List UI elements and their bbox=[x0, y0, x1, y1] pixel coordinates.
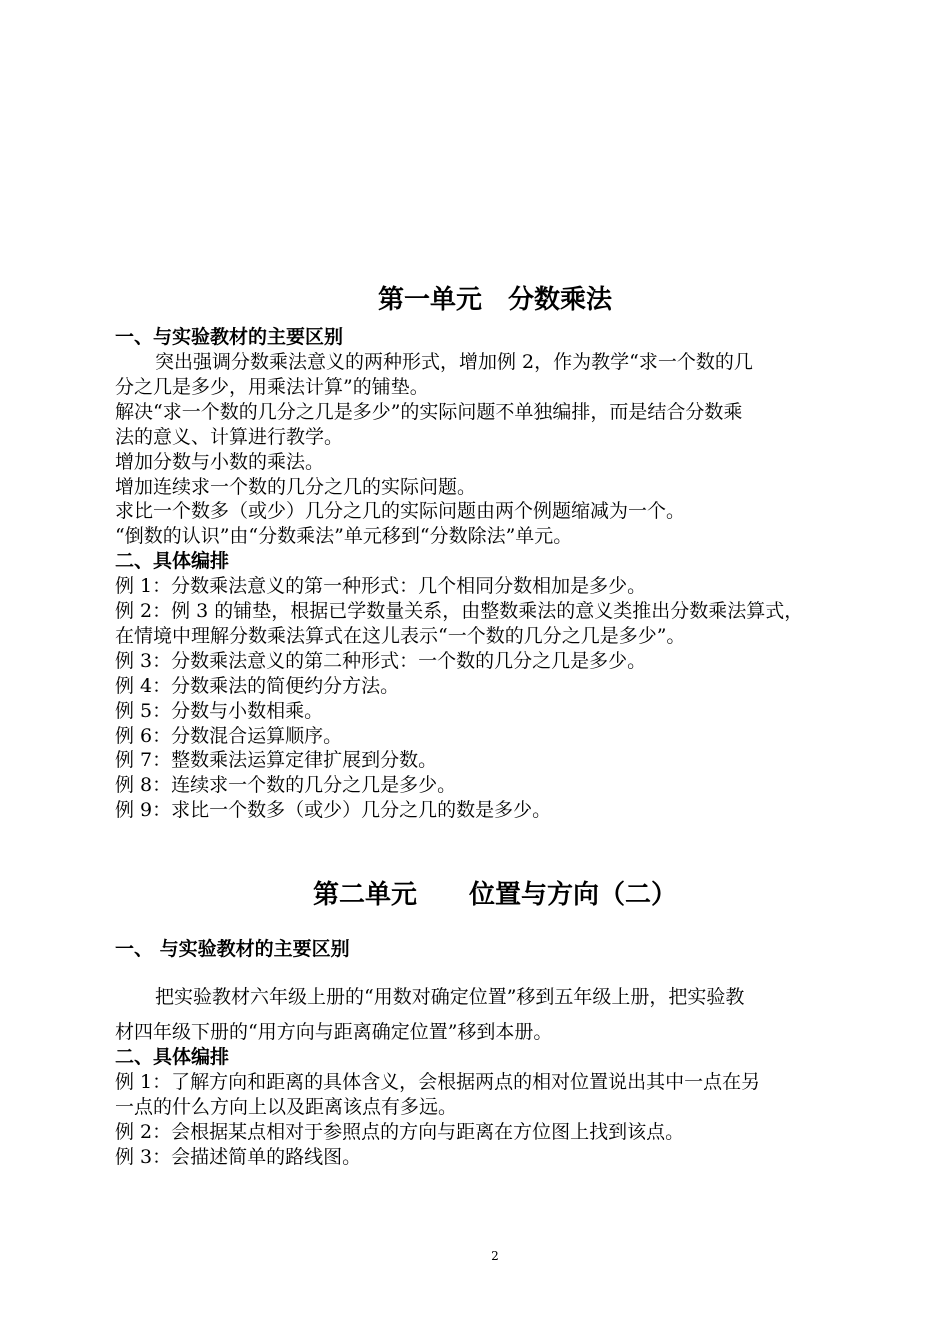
unit1-example-line: 例 5：分数与小数相乘。 bbox=[115, 700, 324, 722]
unit1-example-line: 例 7：整数乘法运算定律扩展到分数。 bbox=[115, 749, 438, 771]
unit1-section1-line: 突出强调分数乘法意义的两种形式，增加例 2，作为教学“求一个数的几 bbox=[155, 351, 753, 373]
unit1-example-line: 例 8：连续求一个数的几分之几是多少。 bbox=[115, 774, 457, 796]
unit1-example-line: 例 9：求比一个数多（或少）几分之几的数是多少。 bbox=[115, 799, 552, 821]
unit1-section2-heading: 二、具体编排 bbox=[115, 550, 230, 572]
unit1-section1-line: 分之几是多少，用乘法计算”的铺垫。 bbox=[115, 376, 429, 398]
unit2-example-line: 例 2：会根据某点相对于参照点的方向与距离在方位图上找到该点。 bbox=[115, 1121, 685, 1143]
unit1-example-line: 例 1：分数乘法意义的第一种形式：几个相同分数相加是多少。 bbox=[115, 575, 647, 597]
unit2-section1-heading: 一、 与实验教材的主要区别 bbox=[115, 938, 350, 960]
unit2-section1-line: 把实验教材六年级上册的“用数对确定位置”移到五年级上册，把实验教 bbox=[155, 986, 745, 1008]
unit1-title: 第一单元 分数乘法 bbox=[377, 285, 612, 315]
unit1-section1-line: 法的意义、计算进行教学。 bbox=[115, 426, 344, 448]
unit2-example-line: 例 3：会描述简单的路线图。 bbox=[115, 1146, 362, 1168]
unit2-example-line: 一点的什么方向上以及距离该点有多远。 bbox=[115, 1096, 458, 1118]
page-number: 2 bbox=[491, 1249, 499, 1263]
unit1-example-line: 例 3：分数乘法意义的第二种形式：一个数的几分之几是多少。 bbox=[115, 650, 647, 672]
unit1-section1-heading: 一、与实验教材的主要区别 bbox=[115, 326, 344, 348]
unit2-section2-heading: 二、具体编排 bbox=[115, 1046, 230, 1068]
unit1-section1-line: 求比一个数多（或少）几分之几的实际问题由两个例题缩减为一个。 bbox=[115, 500, 686, 522]
unit1-example-line: 例 6：分数混合运算顺序。 bbox=[115, 725, 343, 747]
unit1-example-line: 例 2：例 3 的铺垫，根据已学数量关系，由整数乘法的意义类推出分数乘法算式， bbox=[115, 600, 804, 622]
document-page bbox=[115, 0, 875, 1344]
unit1-example-line: 在情境中理解分数乘法算式在这儿表示“一个数的几分之几是多少”。 bbox=[115, 625, 686, 647]
unit1-section1-line: 增加连续求一个数的几分之几的实际问题。 bbox=[115, 476, 477, 498]
unit1-section1-line: 解决“求一个数的几分之几是多少”的实际问题不单独编排，而是结合分数乘 bbox=[115, 401, 743, 423]
unit2-title: 第二单元 位置与方向（二） bbox=[312, 880, 677, 910]
unit2-example-line: 例 1：了解方向和距离的具体含义，会根据两点的相对位置说出其中一点在另 bbox=[115, 1071, 761, 1093]
unit2-section1-line: 材四年级下册的“用方向与距离确定位置”移到本册。 bbox=[115, 1021, 553, 1043]
unit1-example-line: 例 4：分数乘法的简便约分方法。 bbox=[115, 675, 400, 697]
unit1-section1-line: 增加分数与小数的乘法。 bbox=[115, 451, 325, 473]
unit1-section1-line: “倒数的认识”由“分数乘法”单元移到“分数除法”单元。 bbox=[115, 525, 573, 547]
